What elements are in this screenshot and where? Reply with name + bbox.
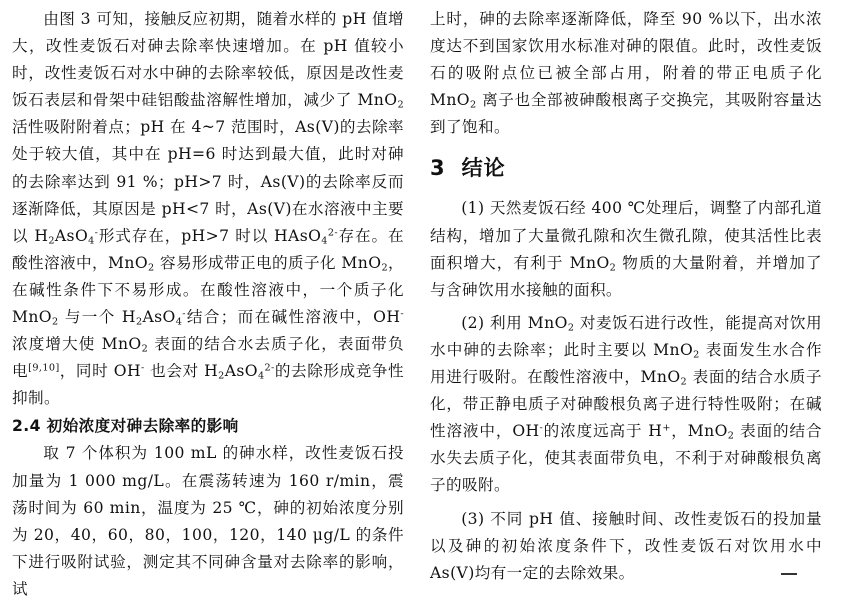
page-footer-mark bbox=[781, 573, 797, 581]
section-heading-conclusion bbox=[430, 151, 822, 185]
citation-ref: [9,10] bbox=[28, 362, 60, 374]
section-heading-2-4: 2.4 初始浓度对砷去除率的影响 bbox=[12, 417, 239, 436]
conclusion-item-3: (3) 不同 pH 值、接触时间、改性麦饭石的投加量以及砷的初始浓度条件下，改性麦饭石对饮用水中 As(V)均有一定的去除效果。 bbox=[430, 509, 822, 582]
paragraph-continuation: 上时，砷的去除率逐渐降低，降至 90 %以下，出水浓度达不到国家饮用水标准对砷的限值。此时，改性麦饭石的吸附点位已被全部占用，附着的带正电质子化 MnO$_2$ 离子也全部被砷酸根离子交换完，其吸附容量达到了饱和。 bbox=[430, 10, 822, 137]
conclusion-item-2: (2) 利用 MnO$_2$ 对麦饭石进行改性，能提高对饮用水中砷的去除率；此时主要以 MnO$_2$ 表面发生水合作用进行吸附。在酸性溶液中，MnO$_2$ 表面的结合水质子化，带正静电质子对砷酸根负离子进行特性吸附；在碱性溶液中，OH-的浓度远高于 H+，MnO$_2$ 表面的结合水失去质子化，使其表面带负电，不利于对砷酸根负离子的吸附。 bbox=[430, 313, 823, 495]
paragraph-ph-effect: 由图 3 可知，接触反应初期，随着水样的 pH 值增大，改性麦饭石对砷去除率快速增加。在 pH 值较小时，改性麦饭石对水中砷的去除率较低，原因是改性麦饭石表层和骨架中硅铝酸盐溶解性增加，减少了 MnO$_2$ 活性吸附附着点；pH 在 4~7 范围时，As(V)的去除率处于较大值，其中在 pH=6 时达到最大值，此时对砷的去除率达到 91 %；pH>7 时，As(V)的去除率反而逐渐降低，其原因是 pH<7 时，As(V)在水溶液中主要以 $H_2AsO_4^-$形式存在，pH>7 时以 HAsO$_4^{2-}$存在。在酸性溶液中，MnO$_2$ 容易形成带正电的质子化 MnO$_2$，在碱性条件下不易形成。在酸性溶液中，一个质子化 MnO$_2$ 与一个 $H_2AsO_4^-$结合；而在碱性溶液中，OH-浓度增大使 MnO$_2$ 表面的结合水去质子化，表面带负电[9,10]，同时 OH- 也会对 $H_2AsO_4^{2-}$的去除形成竞争性抑制。 bbox=[12, 10, 405, 408]
section-number: 3 bbox=[430, 156, 446, 181]
conclusion-item-1: (1) 天然麦饭石经 400 ℃处理后，调整了内部孔道结构，增加了大量微孔隙和次生微孔隙，使其活性比表面积增大，有利于 MnO$_2$ 物质的大量附着，并增加了与含砷饮用水接触的面积。 bbox=[430, 199, 822, 299]
section-title: 结论 bbox=[461, 156, 506, 181]
paragraph-initial-concentration: 取 7 个体积为 100 mL 的砷水样，改性麦饭石投加量为 1 000 mg/L。在震荡转速为 160 r/min，震荡时间为 60 min，温度为 25 ℃，砷的初始浓度分别为 20，40，60，80，100，120，140 μg/L 的条件下进行吸附试验，测定其不同砷含量对去除率的影响，试 bbox=[12, 444, 404, 598]
left-column bbox=[12, 6, 404, 603]
right-column bbox=[430, 6, 822, 587]
